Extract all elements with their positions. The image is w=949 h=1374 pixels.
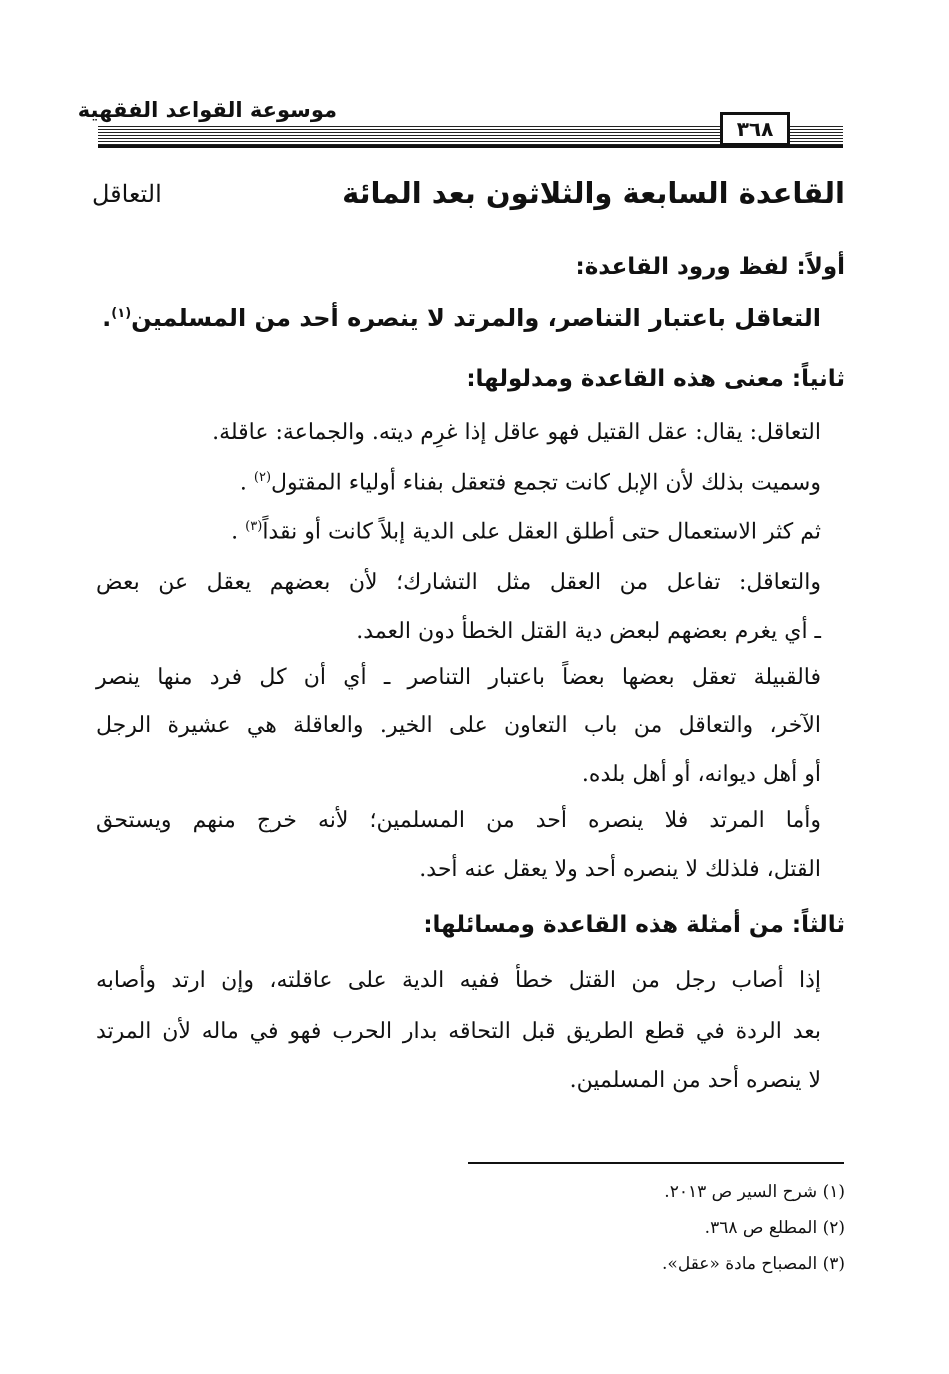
section-heading-2: ثانياً: معنى هذه القاعدة ومدلولها: [466,366,845,392]
body-line: لا ينصره أحد من المسلمين. [569,1068,821,1093]
body-line [231,519,821,544]
section-heading-3: ثالثاً: من أمثلة هذه القاعدة ومسائلها: [423,912,845,938]
body-line: القتل، فلذلك لا ينصره أحد ولا يعقل عنه أحد. [419,857,821,882]
footnote-ref-2[interactable]: (٢) [253,470,272,485]
body-line: فالقبيلة تعقل بعضها بعضاً باعتبار التناصر ـ أي أن كل فرد منها ينصر [96,665,821,690]
footnote-1: (١) شرح السير ص ٢٠١٣. [664,1182,845,1202]
body-line: أو أهل ديوانه، أو أهل بلده. [581,762,821,787]
body-line: إذا أصاب رجل من القتل خطأ ففيه الدية على عاقلته، وإن ارتد وأصابه [96,968,821,993]
page-number: ٣٦٨ [720,112,790,146]
line-end: . [231,519,239,545]
statement-end: . [102,304,112,332]
body-line: وأما المرتد فلا ينصره أحد من المسلمين؛ لأنه خرج منهم ويستحق [96,808,821,833]
rule-title: القاعدة السابعة والثلاثون بعد المائة [342,176,845,210]
footnote-2: (٢) المطلع ص ٣٦٨. [704,1218,845,1238]
body-line: بعد الردة في قطع الطريق قبل التحاقه بدار الحرب فهو في ماله لأن المرتد [96,1019,821,1044]
body-line [240,470,821,495]
footnote-ref-3[interactable]: (٣) [245,519,263,534]
body-line: الآخر، والتعاقل من باب التعاون على الخير. والعاقلة هي عشيرة الرجل [96,713,821,738]
body-line: والتعاقل: تفاعل من العقل مثل التشارك؛ لأن بعضهم يعقل عن بعض [96,570,821,595]
rule-statement-text: التعاقل باعتبار التناصر، والمرتد لا ينصره أحد من المسلمين [131,304,821,332]
body-line [212,420,821,445]
footnote-ref-1[interactable]: (١) [111,306,132,321]
section-heading-1: أولاً: لفظ ورود القاعدة: [575,254,845,280]
footnote-3: (٣) المصباح مادة «عقل». [662,1254,845,1274]
footnote-rule [468,1162,844,1164]
body-line: ـ أي يغرم بعضهم لبعض دية القتل الخطأ دون العمد. [356,619,821,644]
rule-keyword: التعاقل [92,180,162,208]
rule-statement [102,304,821,332]
line-text: وسميت بذلك لأن الإبل كانت تجمع فتعقل بفناء أولياء المقتول [271,470,821,496]
line-text: ثم كثر الاستعمال حتى أطلق العقل على الدية إبلاً كانت أو نقداً [262,519,821,545]
running-title: موسوعة القواعد الفقهية [77,98,337,122]
line-text: التعاقل: يقال: عقل القتيل فهو عاقل إذا غرِم ديته. والجماعة: عاقلة. [212,420,821,445]
line-end: . [239,470,247,496]
